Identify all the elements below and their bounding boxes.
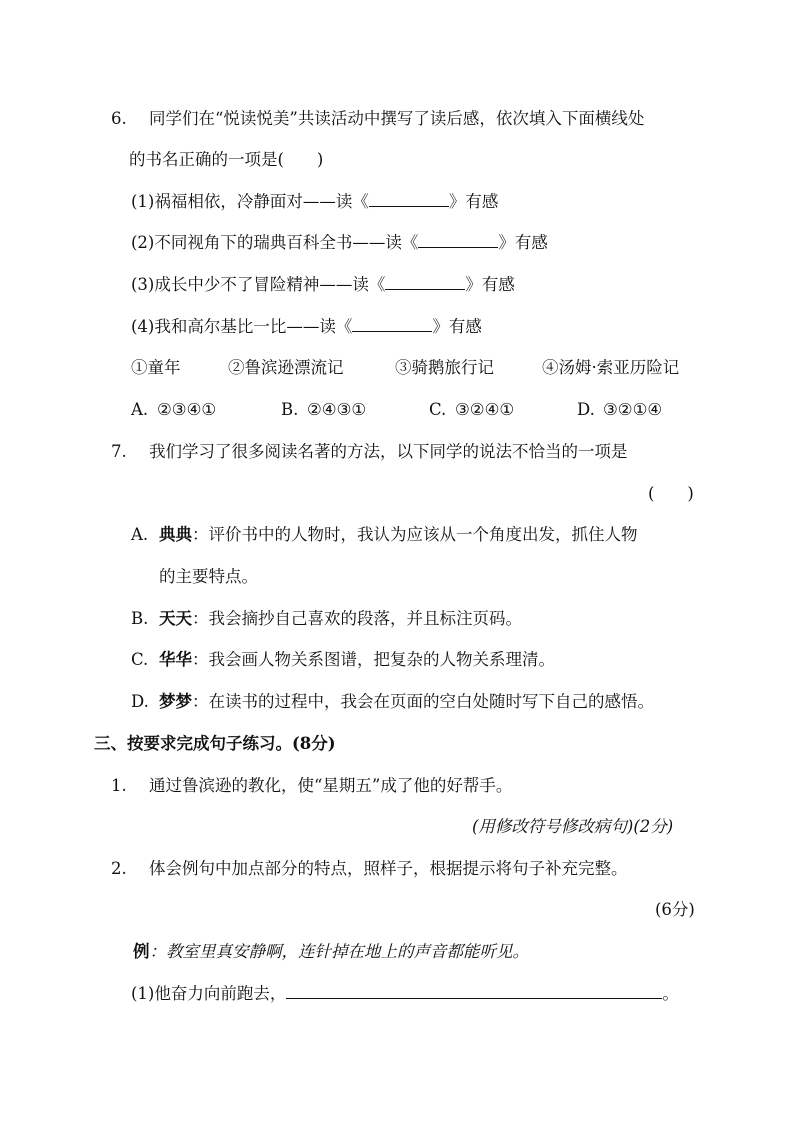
- q7-option-c[interactable]: C. 华华：我会画人物关系图谱，把复杂的人物关系理清。: [131, 650, 555, 669]
- q7-option-a[interactable]: A. 典典：评价书中的人物时，我认为应该从一个角度出发，抓住人物: [131, 525, 638, 544]
- q6-item-3: (3)成长中少不了冒险精神——读《 》有感: [131, 275, 515, 294]
- q6-number: 6.: [111, 109, 127, 128]
- section3-title: 三、按要求完成句子练习。(8分): [94, 734, 336, 753]
- option-c[interactable]: C. ③②④①: [429, 400, 515, 419]
- book-3: ③骑鹅旅行记: [395, 358, 494, 377]
- book-4: ④汤姆·索亚历险记: [542, 358, 680, 377]
- book-2: ②鲁滨逊漂流记: [228, 358, 344, 377]
- q6-line2: 的书名正确的一项是( ): [129, 150, 324, 169]
- q7-option-d[interactable]: D. 梦梦：在读书的过程中，我会在页面的空白处随时写下自己的感悟。: [131, 692, 654, 711]
- answer-blank[interactable]: [385, 273, 465, 290]
- q6-item-2: (2)不同视角下的瑞典百科全书——读《 》有感: [131, 233, 548, 252]
- s3-q2: 2. 体会例句中加点部分的特点，照样子，根据提示将句子补充完整。: [111, 859, 628, 878]
- option-d[interactable]: D. ③②①④: [577, 400, 663, 419]
- option-b[interactable]: B. ②④③①: [281, 400, 367, 419]
- example-text: ：教室里真安静啊，连针掉在地上的声音都能听见。: [149, 942, 529, 961]
- answer-blank[interactable]: [369, 190, 449, 207]
- q6-item-1: (1)祸福相依，冷静面对——读《 》有感: [131, 192, 499, 211]
- q7-answer-paren[interactable]: ( ): [648, 484, 694, 503]
- s3-q1-note: (用修改符号修改病句)(2分): [472, 817, 674, 836]
- s3-q1: 1. 通过鲁滨逊的教化，使“星期五”成了他的好帮手。: [111, 776, 513, 795]
- q7-option-a-cont: 的主要特点。: [159, 567, 258, 586]
- s3-example: [133, 940, 529, 964]
- q6-line1: [111, 107, 644, 131]
- q6-stem: 同学们在“悦读悦美”共读活动中撰写了读后感，依次填入下面横线处: [149, 109, 645, 128]
- s3-sub1: (1)他奋力向前跑去， 。: [131, 984, 679, 1003]
- q7-number: 7.: [111, 442, 127, 461]
- q7-option-b[interactable]: B. 天天：我会摘抄自己喜欢的段落，并且标注页码。: [131, 609, 522, 628]
- answer-blank[interactable]: [418, 231, 498, 248]
- q7-stem: 我们学习了很多阅读名著的方法，以下同学的说法不恰当的一项是: [149, 442, 628, 461]
- answer-blank[interactable]: [286, 982, 662, 999]
- q6-books: [131, 356, 679, 380]
- option-a[interactable]: A. ②③④①: [131, 400, 217, 419]
- q6-item-4: (4)我和高尔基比一比——读《 》有感: [131, 317, 482, 336]
- q6-options: [131, 398, 662, 422]
- q7-line1: [111, 440, 628, 464]
- answer-blank[interactable]: [352, 315, 432, 332]
- example-label: 例: [133, 942, 150, 961]
- s3-q2-score: (6分): [655, 900, 695, 919]
- book-1: ①童年: [131, 358, 181, 377]
